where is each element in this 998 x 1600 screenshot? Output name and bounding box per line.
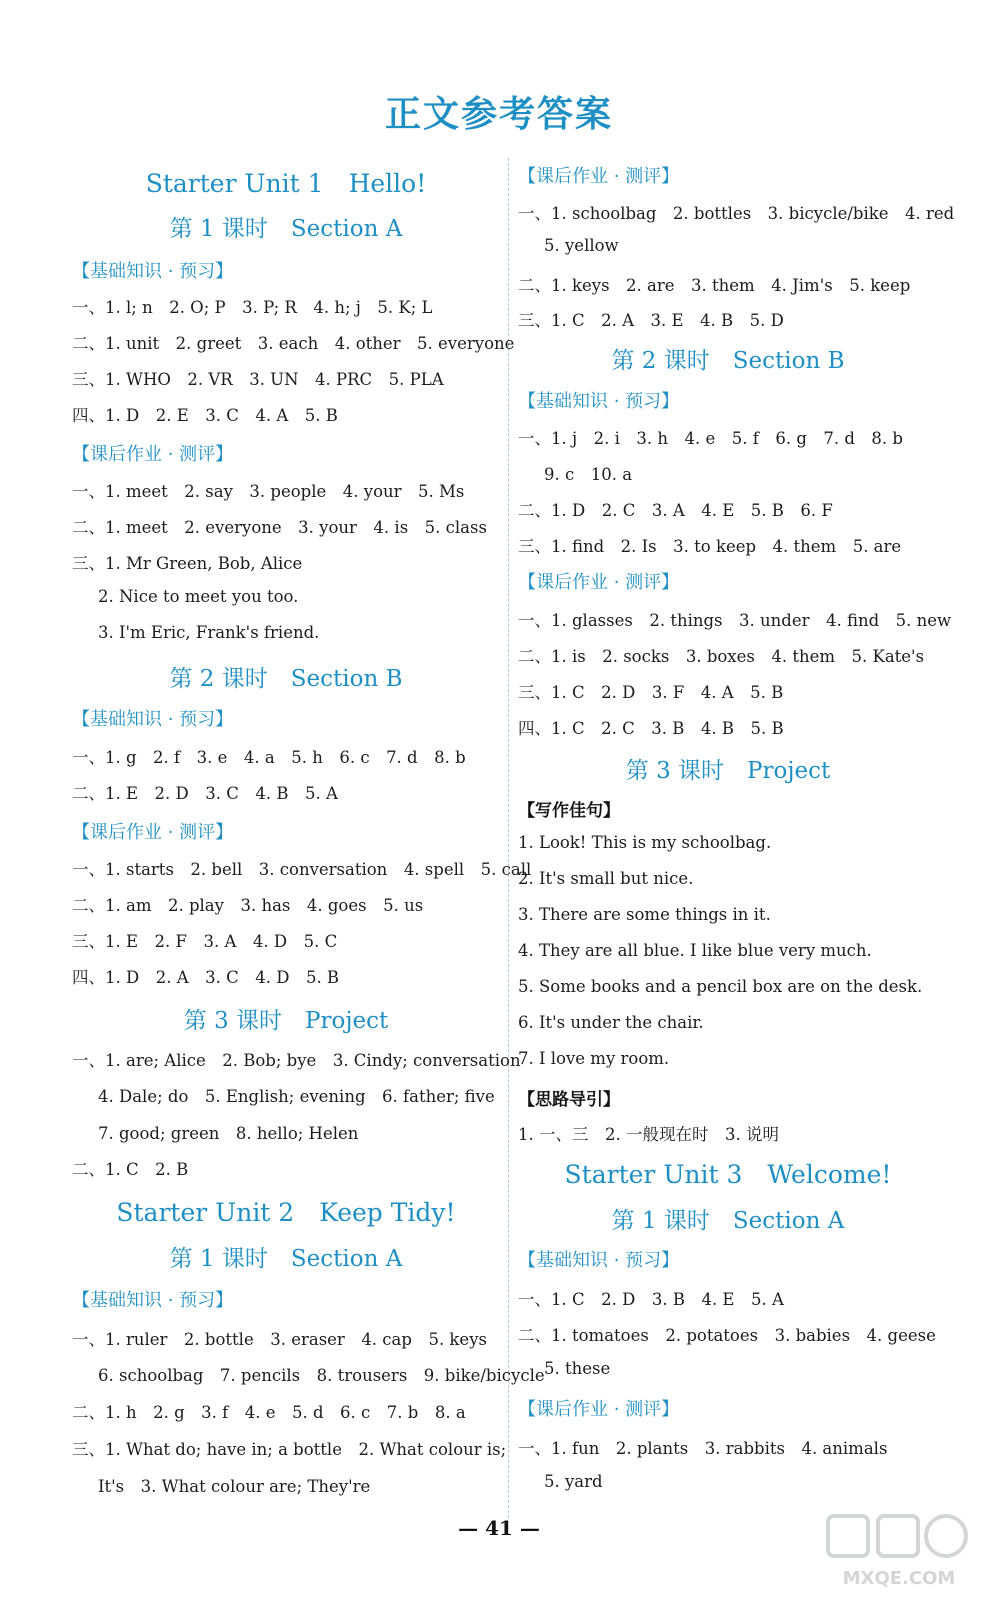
- answer-line: 9. c 10. a: [544, 465, 633, 484]
- section-tag: 【思路导引】: [518, 1090, 620, 1110]
- watermark-text: MXQE.COM: [842, 1568, 956, 1589]
- answer-line: 三、1. C 2. D 3. F 4. A 5. B: [518, 683, 784, 702]
- lesson-heading: 第 1 课时 Section A: [169, 216, 403, 242]
- section-tag: 【课后作业 · 测评】: [518, 572, 680, 593]
- answer-line: 7. I love my room.: [518, 1049, 670, 1068]
- answer-line: 2. Nice to meet you too.: [98, 587, 299, 606]
- answer-line: 二、1. E 2. D 3. C 4. B 5. A: [72, 784, 338, 803]
- answer-line: 6. It's under the chair.: [518, 1013, 704, 1032]
- answer-line: 一、1. fun 2. plants 3. rabbits 4. animals: [518, 1439, 888, 1458]
- unit-heading: Starter Unit 3 Welcome!: [564, 1160, 892, 1189]
- lesson-heading: 第 1 课时 Section A: [611, 1208, 845, 1234]
- answer-line: 三、1. WHO 2. VR 3. UN 4. PRC 5. PLA: [72, 370, 444, 389]
- answer-line: 三、1. C 2. A 3. E 4. B 5. D: [518, 311, 784, 330]
- answer-line: 四、1. D 2. E 3. C 4. A 5. B: [72, 406, 338, 425]
- answer-line: 一、1. schoolbag 2. bottles 3. bicycle/bike 4. red: [518, 204, 955, 223]
- answer-line: 三、1. E 2. F 3. A 4. D 5. C: [72, 932, 338, 951]
- watermark-logo: [824, 1514, 974, 1590]
- answer-line: 三、1. What do; have in; a bottle 2. What colour is;: [72, 1440, 507, 1459]
- section-tag: 【基础知识 · 预习】: [72, 261, 234, 282]
- answer-line: 7. good; green 8. hello; Helen: [98, 1124, 359, 1143]
- section-tag: 【课后作业 · 测评】: [72, 822, 234, 843]
- answer-line: 5. yard: [544, 1472, 603, 1491]
- answer-line: 一、1. meet 2. say 3. people 4. your 5. Ms: [72, 482, 465, 501]
- section-tag: 【课后作业 · 测评】: [518, 1399, 680, 1420]
- answer-line: 一、1. j 2. i 3. h 4. e 5. f 6. g 7. d 8. b: [518, 429, 903, 448]
- answer-line: 5. yellow: [544, 236, 619, 255]
- answer-line: 三、1. find 2. Is 3. to keep 4. them 5. are: [518, 537, 902, 556]
- answer-line: 一、1. ruler 2. bottle 3. eraser 4. cap 5. keys: [72, 1330, 487, 1349]
- section-tag: 【基础知识 · 预习】: [518, 1250, 680, 1271]
- section-tag: 【基础知识 · 预习】: [72, 709, 234, 730]
- answer-line: It's 3. What colour are; They're: [98, 1477, 371, 1496]
- answer-line: 1. 一、三 2. 一般现在时 3. 说明: [518, 1125, 779, 1144]
- answer-line: 一、1. glasses 2. things 3. under 4. find 5. new: [518, 611, 952, 630]
- answer-line: 二、1. meet 2. everyone 3. your 4. is 5. class: [72, 518, 487, 537]
- answer-line: 4. They are all blue. I like blue very much.: [518, 941, 872, 960]
- answer-line: 一、1. l; n 2. O; P 3. P; R 4. h; j 5. K; L: [72, 298, 433, 317]
- lesson-heading: 第 3 课时 Project: [625, 758, 831, 784]
- section-tag: 【课后作业 · 测评】: [72, 444, 234, 465]
- answer-line: 四、1. C 2. C 3. B 4. B 5. B: [518, 719, 784, 738]
- answer-line: 3. There are some things in it.: [518, 905, 771, 924]
- answer-line: 二、1. tomatoes 2. potatoes 3. babies 4. geese: [518, 1326, 936, 1345]
- answer-line: 二、1. is 2. socks 3. boxes 4. them 5. Kate's: [518, 647, 925, 666]
- answer-line: 6. schoolbag 7. pencils 8. trousers 9. bike/bicycle: [98, 1366, 545, 1385]
- section-tag: 【课后作业 · 测评】: [518, 166, 680, 187]
- answer-line: 5. Some books and a pencil box are on the desk.: [518, 977, 923, 996]
- section-tag: 【基础知识 · 预习】: [518, 391, 680, 412]
- answer-line: 一、1. g 2. f 3. e 4. a 5. h 6. c 7. d 8. b: [72, 748, 466, 767]
- answer-line: 二、1. keys 2. are 3. them 4. Jim's 5. keep: [518, 276, 911, 295]
- answer-line: 3. I'm Eric, Frank's friend.: [98, 623, 320, 642]
- column-divider: [508, 158, 509, 1518]
- lesson-heading: 第 2 课时 Section B: [169, 666, 403, 692]
- answer-line: 1. Look! This is my schoolbag.: [518, 833, 772, 852]
- answer-line: 2. It's small but nice.: [518, 869, 694, 888]
- section-tag: 【写作佳句】: [518, 801, 620, 821]
- unit-heading: Starter Unit 1 Hello!: [145, 169, 427, 198]
- answer-line: 三、1. Mr Green, Bob, Alice: [72, 554, 303, 573]
- answer-line: 四、1. D 2. A 3. C 4. D 5. B: [72, 968, 340, 987]
- answer-line: 5. these: [544, 1359, 611, 1378]
- lesson-heading: 第 2 课时 Section B: [611, 348, 845, 374]
- answer-line: 二、1. h 2. g 3. f 4. e 5. d 6. c 7. b 8. a: [72, 1403, 466, 1422]
- answer-line: 二、1. C 2. B: [72, 1160, 189, 1179]
- answer-line: 二、1. D 2. C 3. A 4. E 5. B 6. F: [518, 501, 833, 520]
- answer-line: 一、1. are; Alice 2. Bob; bye 3. Cindy; conversation: [72, 1051, 521, 1070]
- page-title: 正文参考答案: [384, 93, 613, 135]
- page-number: — 41 —: [458, 1516, 540, 1540]
- lesson-heading: 第 1 课时 Section A: [169, 1246, 403, 1272]
- lesson-heading: 第 3 课时 Project: [183, 1008, 389, 1034]
- answer-line: 一、1. starts 2. bell 3. conversation 4. spell 5. call: [72, 860, 532, 879]
- answer-line: 二、1. am 2. play 3. has 4. goes 5. us: [72, 896, 424, 915]
- answer-line: 二、1. unit 2. greet 3. each 4. other 5. everyone: [72, 334, 515, 353]
- section-tag: 【基础知识 · 预习】: [72, 1290, 234, 1311]
- answer-line: 4. Dale; do 5. English; evening 6. father; five: [98, 1087, 495, 1106]
- answer-line: 一、1. C 2. D 3. B 4. E 5. A: [518, 1290, 784, 1309]
- unit-heading: Starter Unit 2 Keep Tidy!: [116, 1198, 456, 1227]
